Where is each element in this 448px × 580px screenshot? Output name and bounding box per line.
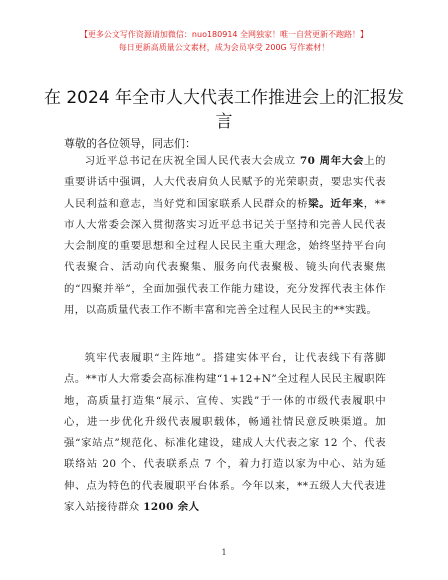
paragraph-1-text-c: ，**市人大常委会深入贯彻落实习近平总书记关于坚持和完善人民代表大会制度的重要思想和全过程人民民主重大理念，始终坚持平台向代表聚合、活动向代表聚集、服务向代表聚极、镜头向代表聚焦的“四聚并举”，全面加强代表工作能力建设，充分发挥代表主体作用，以高质量代表工作不断丰富和完善全过程人民民主的**实践。: [64, 197, 386, 317]
promo-banner-line-2: 每日更新高质量公文素材，成为会员享受 200G 写作素材！: [118, 43, 330, 52]
promo-banner-line-1: 【更多公文写作资源请加微信：nuo180914 全网独家！唯一自营更新不跑路！】: [79, 30, 369, 39]
paragraph-1: [64, 151, 386, 321]
paragraph-1-bold-a: 70 周年大会: [300, 155, 365, 167]
paragraph-1-text-b: 上的重要讲话中强调，人大代表肩负人民赋予的光荣职责，要忠实代表人民利益和意志，当好党和国家联系人民群众的桥: [64, 155, 386, 210]
document-title: 在 2024 年全市人大代表工作推进会上的汇报发言: [43, 88, 405, 132]
greeting: 尊敬的各位领导，同志们：: [64, 137, 196, 150]
paragraph-2: [64, 348, 386, 518]
promo-banner: [0, 28, 448, 54]
paragraph-1-text-a: 习近平总书记在庆祝全国人民代表大会成立: [84, 155, 300, 167]
paragraph-1-bold-b: 梁。近年来: [308, 197, 364, 210]
page-number: 1: [221, 548, 227, 557]
paragraph-2-bold-a: 1200 余人: [143, 501, 200, 514]
paragraph-2-text-a: 筑牢代表履职“主阵地”。搭建实体平台，让代表线下有落脚点。**市人大常委会高标准构建“1+12+N”全过程人民民主履职阵地，高质量打造集“展示、宣传、实践”于一体的市级代表履职中心，进一步优化升级代表履职载体，畅通社情民意反映渠道。加强“家站点”规范化、标准化建设，建成人大代表之家 12 个、代表联络站 20 个、代表联系点 7 个，着力打造以家为中心、站为延伸、点为特色的代表履职平台体系。今年以来，**五级人大代表进家入站接待群众: [64, 352, 386, 514]
